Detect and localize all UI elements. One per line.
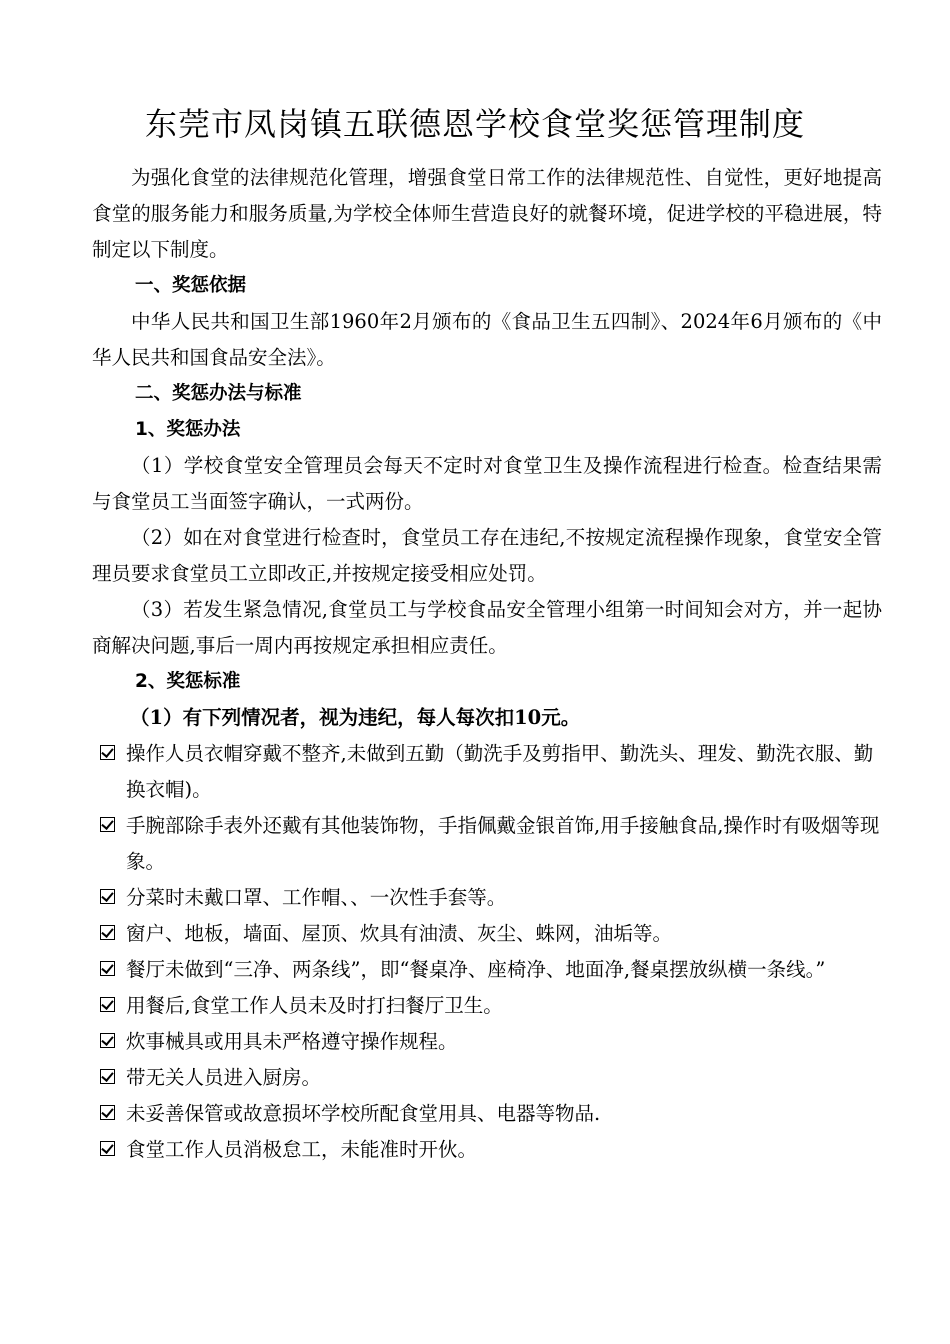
checklist-item: 未妥善保管或故意损坏学校所配食堂用具、电器等物品. (92, 1096, 882, 1132)
violation-checklist (92, 736, 882, 1168)
checkbox-icon (100, 1105, 115, 1120)
checkbox-icon (100, 817, 115, 832)
checklist-item: 带无关人员进入厨房。 (92, 1060, 882, 1096)
checklist-item: 操作人员衣帽穿戴不整齐,未做到五勤（勤洗手及剪指甲、勤洗头、理发、勤洗衣服、勤换衣帽)。 (92, 736, 882, 808)
method-item-3: （3）若发生紧急情况,食堂员工与学校食品安全管理小组第一时间知会对方，并一起协商解决问题,事后一周内再按规定承担相应责任。 (92, 598, 882, 657)
checklist-item: 窗户、地板，墙面、屋顶、炊具有油渍、灰尘、蛛网，油垢等。 (92, 916, 882, 952)
checklist-item: 食堂工作人员消极怠工，未能准时开伙。 (92, 1132, 882, 1168)
document-title: 东莞市凤岗镇五联德恩学校食堂奖惩管理制度 (144, 105, 805, 143)
checklist-item: 分菜时未戴口罩、工作帽、、一次性手套等。 (92, 880, 882, 916)
checkbox-icon (100, 1033, 115, 1048)
section-heading-methods: 二、奖惩办法与标准 (135, 383, 302, 404)
checkbox-icon (100, 1069, 115, 1084)
basis-paragraph: 中华人民共和国卫生部1960年2月颁布的《食品卫生五四制》、2024年6月颁布的《中华人民共和国食品安全法》。 (92, 310, 882, 369)
checkbox-icon (100, 961, 115, 976)
checkbox-icon (100, 1141, 115, 1156)
method-item-2: （2）如在对食堂进行检查时，食堂员工存在违纪,不按规定流程操作现象，食堂安全管理员要求食堂员工立即改正,并按规定接受相应处罚。 (92, 526, 882, 585)
section-heading-basis: 一、奖惩依据 (135, 275, 247, 296)
checkbox-icon (100, 997, 115, 1012)
checklist-item: 炊事械具或用具未严格遵守操作规程。 (92, 1024, 882, 1060)
method-item-1: （1）学校食堂安全管理员会每天不定时对食堂卫生及操作流程进行检查。检查结果需与食堂员工当面签字确认，一式两份。 (92, 454, 882, 513)
checklist-item: 用餐后,食堂工作人员未及时打扫餐厅卫生。 (92, 988, 882, 1024)
checklist-item: 手腕部除手表外还戴有其他装饰物，手指佩戴金银首饰,用手接触食品,操作时有吸烟等现象。 (92, 808, 882, 880)
document-body (92, 160, 882, 1168)
subheading-standards: 2、奖惩标准 (135, 671, 241, 692)
checkbox-icon (100, 889, 115, 904)
checklist-item: 餐厅未做到“三净、两条线”，即“餐桌净、座椅净、地面净,餐桌摆放纵横一条线。” (92, 952, 882, 988)
rule-line: （1）有下列情况者，视为违纪，每人每次扣10元。 (130, 706, 581, 729)
checkbox-icon (100, 925, 115, 940)
checkbox-icon (100, 745, 115, 760)
subheading-methods: 1、奖惩办法 (135, 419, 241, 440)
intro-paragraph: 为强化食堂的法律规范化管理，增强食堂日常工作的法律规范性、自觉性，更好地提高食堂的服务能力和服务质量,为学校全体师生营造良好的就餐环境，促进学校的平稳进展，特制定以下制度。 (92, 166, 882, 261)
